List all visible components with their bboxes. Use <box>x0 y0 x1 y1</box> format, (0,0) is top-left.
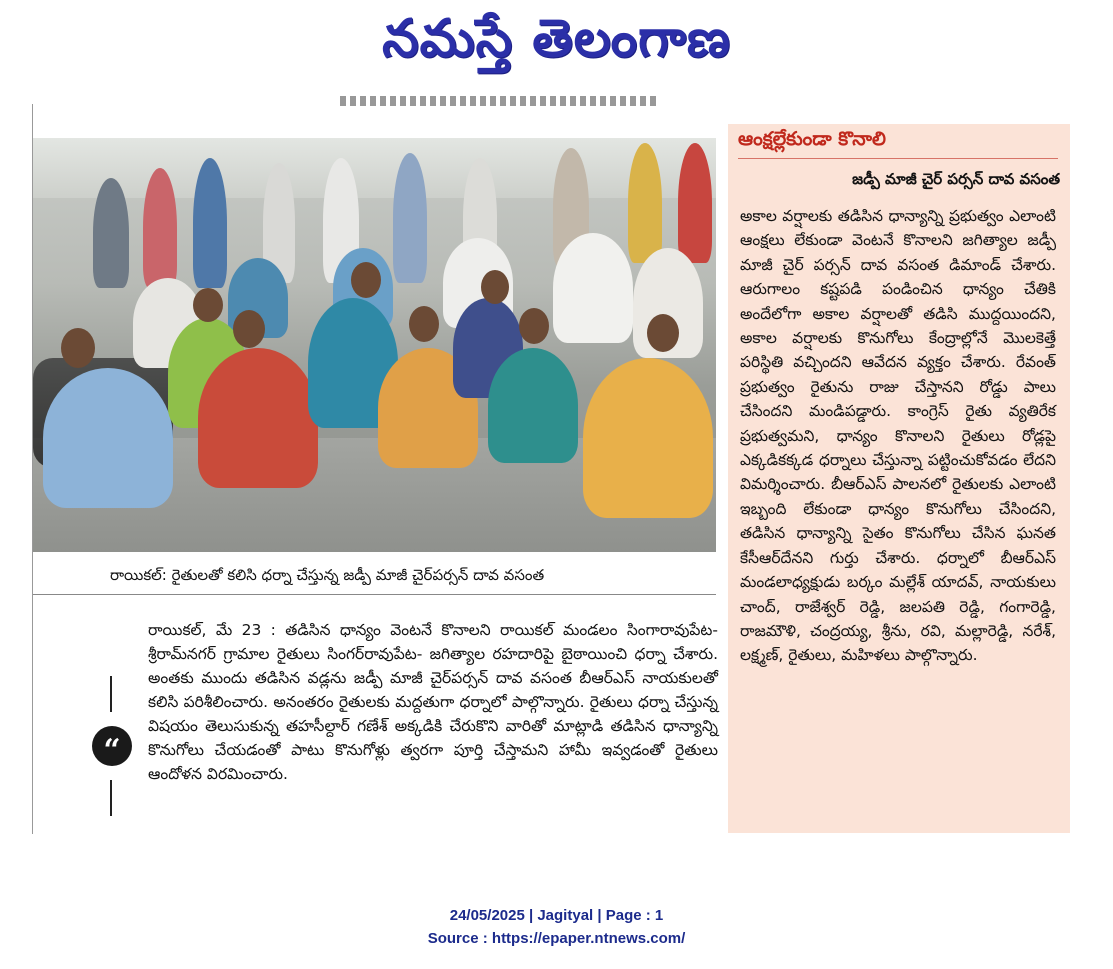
person-head <box>233 310 265 348</box>
person-head <box>409 306 439 342</box>
photo-caption: రాయికల్: రైతులతో కలిసి ధర్నా చేస్తున్న జడ్పీ మాజీ చైర్‌పర్సన్ దావ వసంత <box>110 566 545 584</box>
news-photo <box>33 138 716 552</box>
person-head <box>193 288 223 322</box>
crowd-person <box>143 168 177 288</box>
seated-woman <box>198 348 318 488</box>
sidebar-body: అకాల వర్షాలకు తడిసిన ధాన్యాన్ని ప్రభుత్వం ఎలాంటి ఆంక్షలు లేకుండా వెంటనే కొనాలని జగిత్యాల జడ్పీ మాజీ చైర్ పర్సన్ దావ వసంత డిమాండ్ చేశారు. ఆరుగాలం కష్టపడి పండించిన ధాన్యం చేతికి అందేలోగా అకాల వర్షాలతో తడిసి ముద్దయిందని, అకాల వర్షాలకు కొనుగోలు కేంద్రాల్లోనే మొలకెత్తే పరిస్థితి వచ్చిందని ఆవేదన వ్యక్తం చేశారు. రేవంత్ ప్రభుత్వం రైతును రాజు చేస్తానని రోడ్డు పాలు చేసిందని మండిపడ్డారు. కాంగ్రెస్ రైతు వ్యతిరేక ప్రభుత్వమని, ధాన్యం కొనాలని రైతులు రోడ్లపై ఎక్కడికక్కడ ధర్నాలు చేస్తున్నా పట్టించుకోవడం లేదని విమర్శించారు. బీఆర్‌ఎస్ పాలనలో రైతులకు ఎలాంటి ఇబ్బంది లేకుండా ధాన్యం కొనుగోలు చేసిందని, తడిసిన ధాన్యాన్ని సైతం కొనుగోలు చేసిన ఘనత కేసీఆర్‌దేనని గుర్తు చేశారు. ధర్నాలో బీఆర్‌ఎస్ మండలాధ్యక్షుడు బర్కం మల్లేశ్ యాదవ్, నాయకులు చాంద్, రాజేశ్వర్ రెడ్డి, జలపతి రెడ్డి, గంగారెడ్డి, రాజమౌళి, చంద్రయ్య, శ్రీను, రవి, మల్లారెడ్డి, నరేశ్, లక్ష్మణ్, రైతులు, మహిళలు పాల్గొన్నారు. <box>740 207 1056 665</box>
person-head <box>519 308 549 344</box>
seated-person <box>553 233 633 343</box>
crowd-person <box>628 143 662 263</box>
crowd-person <box>193 158 227 288</box>
caption-divider <box>33 594 716 595</box>
newspaper-logo: నమస్తే తెలంగాణ <box>382 8 731 69</box>
person-head <box>481 270 509 304</box>
sidebar-byline: జడ్పీ మాజీ చైర్ పర్సన్ దావ వసంత <box>852 170 1060 188</box>
photo-background <box>33 138 716 198</box>
headline-underline <box>738 158 1058 159</box>
seated-woman <box>43 368 173 508</box>
quote-icon: “ <box>92 726 132 766</box>
crowd-person <box>393 153 427 283</box>
crowd-person <box>678 143 712 263</box>
person-head <box>61 328 95 368</box>
masthead <box>0 0 1113 90</box>
clipped-text-edge <box>340 96 660 106</box>
footer-source: Source : https://epaper.ntnews.com/ <box>427 930 686 947</box>
person-head <box>351 262 381 298</box>
page-footer <box>0 904 1113 950</box>
sidebar-headline: ఆంక్షల్లేకుండా కొనాలి <box>738 128 886 150</box>
seated-woman <box>488 348 578 463</box>
article-body: రాయికల్, మే 23 : తడిసిన ధాన్యం వెంటనే కొనాలని రాయికల్ మండలం సింగారావుపేట- శ్రీరామ్‌నగర్ గ్రామాల రైతులు సింగర్‌రావుపేట- జగిత్యాల రహదారిపై బైఠాయించి ధర్నా చేశారు. అంతకు ముందు తడిసిన వడ్లను జడ్పీ మాజీ చైర్‌పర్సన్ దావ వసంత బీఆర్‌ఎస్ నాయకులతో కలిసి పరిశీలించారు. అనంతరం రైతులకు మద్దతుగా ధర్నాలో పాల్గొన్నారు. రైతులు ధర్నా చేస్తున్న విషయం తెలుసుకున్న తహసీల్దార్ గణేశ్ అక్కడికి చేరుకొని వారితో మాట్లాడి తడిసిన ధాన్యాన్ని కొనుగోలు చేయడంతో పాటు కొనుగోళ్లు త్వరగా పూర్తి చేస్తామని హామీ ఇవ్వడంతో రైతులు ఆందోళన విరమించారు. <box>148 621 718 783</box>
crowd-person <box>93 178 129 288</box>
seated-woman <box>583 358 713 518</box>
footer-date-edition: 24/05/2025 | Jagityal | Page : 1 <box>449 907 664 924</box>
person-head <box>647 314 679 352</box>
